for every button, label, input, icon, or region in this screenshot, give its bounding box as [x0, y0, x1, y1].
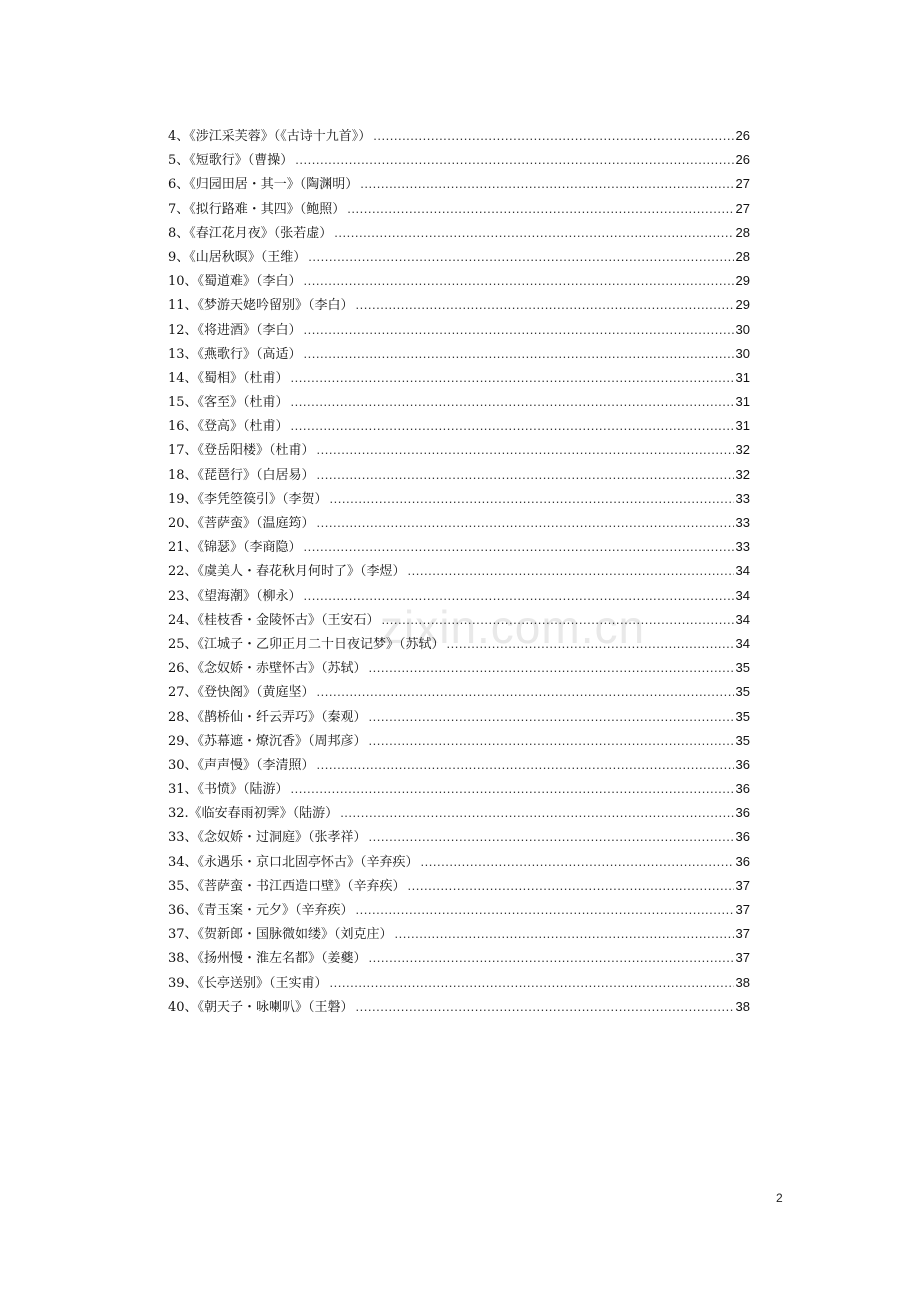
- toc-entry-title: 25、《江城子・乙卯正月二十日夜记梦》（苏轼）: [168, 636, 445, 652]
- toc-entry-page: 28: [735, 248, 750, 264]
- toc-entry-title: 12、《将进酒》（李白）: [168, 322, 302, 338]
- toc-entry[interactable]: [168, 584, 750, 608]
- dot-leader: [291, 414, 734, 438]
- toc-entry-title: 28、《鹊桥仙・纤云弄巧》（秦观）: [168, 709, 367, 725]
- dot-leader: [291, 777, 734, 801]
- toc-entry-page: 30: [735, 321, 750, 337]
- toc-entry-title: 16、《登高》（杜甫）: [168, 419, 289, 435]
- dot-leader: [382, 608, 734, 632]
- toc-entry[interactable]: [168, 898, 750, 922]
- toc-entry[interactable]: [168, 390, 750, 414]
- toc-entry[interactable]: [168, 318, 750, 342]
- toc-entry[interactable]: [168, 487, 750, 511]
- toc-entry-title: 31、《书愤》（陆游）: [168, 782, 289, 798]
- toc-entry-title: 4、《涉江采芙蓉》（《古诗十九首》）: [168, 129, 372, 144]
- toc-entry-page: 35: [735, 660, 750, 676]
- dot-leader: [304, 342, 734, 366]
- toc-entry-title: 38、《扬州慢・淮左名都》（姜夔）: [168, 951, 367, 967]
- toc-entry-title: 5、《短歌行》（曹操）: [168, 153, 294, 169]
- dot-leader: [369, 656, 734, 680]
- toc-entry-page: 34: [735, 587, 750, 603]
- toc-entry-page: 29: [735, 273, 750, 289]
- toc-entry-page: 38: [735, 974, 750, 990]
- toc-entry-page: 35: [735, 684, 750, 700]
- toc-entry-page: 33: [735, 539, 750, 555]
- dot-leader: [291, 390, 734, 414]
- toc-entry[interactable]: [168, 995, 750, 1019]
- dot-leader: [369, 946, 734, 970]
- dot-leader: [330, 971, 734, 995]
- dot-leader: [373, 124, 733, 148]
- dot-leader: [356, 995, 734, 1019]
- toc-entry-page: 29: [735, 297, 750, 313]
- dot-leader: [330, 487, 734, 511]
- dot-leader: [317, 753, 734, 777]
- toc-entry-title: 15、《客至》（杜甫）: [168, 395, 289, 411]
- dot-leader: [308, 245, 733, 269]
- toc-entry-page: 31: [735, 418, 750, 434]
- toc-entry-page: 37: [735, 877, 750, 893]
- toc-entry-title: 22、《虞美人・春花秋月何时了》（李煜）: [168, 564, 406, 580]
- toc-entry[interactable]: [168, 801, 750, 825]
- toc-entry-page: 37: [735, 926, 750, 942]
- toc-entry[interactable]: [168, 632, 750, 656]
- toc-entry-title: 24、《桂枝香・金陵怀古》（王安石）: [168, 612, 380, 628]
- toc-entry-page: 32: [735, 466, 750, 482]
- toc-entry[interactable]: [168, 414, 750, 438]
- dot-leader: [304, 269, 734, 293]
- toc-entry[interactable]: [168, 753, 750, 777]
- dot-leader: [408, 874, 734, 898]
- toc-entry-page: 31: [735, 369, 750, 385]
- toc-entry-title: 33、《念奴娇・过洞庭》（张孝祥）: [168, 830, 367, 846]
- toc-entry[interactable]: [168, 850, 750, 874]
- toc-entry-page: 33: [735, 490, 750, 506]
- dot-leader: [317, 463, 734, 487]
- toc-entry-title: 36、《青玉案・元夕》（辛弃疾）: [168, 903, 354, 918]
- toc-entry-title: 37、《贺新郎・国脉微如缕》（刘克庄）: [168, 927, 393, 943]
- toc-entry[interactable]: [168, 269, 750, 293]
- toc-entry[interactable]: [168, 971, 750, 995]
- toc-entry-title: 17、《登岳阳楼》（杜甫）: [168, 443, 315, 459]
- dot-leader: [304, 318, 734, 342]
- toc-entry-page: 28: [735, 224, 750, 240]
- toc-entry[interactable]: [168, 438, 750, 462]
- toc-entry[interactable]: [168, 366, 750, 390]
- toc-entry-page: 32: [735, 442, 750, 458]
- dot-leader: [356, 898, 734, 922]
- toc-entry[interactable]: [168, 874, 750, 898]
- toc-entry-title: 14、《蜀相》（杜甫）: [168, 370, 289, 386]
- toc-entry[interactable]: [168, 656, 750, 680]
- toc-entry[interactable]: [168, 197, 750, 221]
- toc-entry[interactable]: [168, 705, 750, 729]
- toc-entry-page: 27: [735, 176, 750, 192]
- toc-entry-title: 10、《蜀道难》（李白）: [168, 274, 302, 290]
- toc-entry[interactable]: [168, 777, 750, 801]
- toc-entry-page: 26: [735, 128, 750, 143]
- toc-entry-title: 30、《声声慢》（李清照）: [168, 757, 315, 773]
- toc-entry[interactable]: [168, 293, 750, 317]
- dot-leader: [408, 559, 734, 583]
- toc-entry[interactable]: [168, 342, 750, 366]
- toc-entry-title: 20、《菩萨蛮》（温庭筠）: [168, 516, 315, 531]
- toc-entry-page: 34: [735, 635, 750, 651]
- dot-leader: [295, 148, 733, 172]
- page-number: 2: [776, 1191, 783, 1205]
- toc-entry-title: 6、《归园田居・其一》（陶渊明）: [168, 177, 359, 193]
- toc-entry-title: 7、《拟行路难・其四》（鲍照）: [168, 201, 346, 217]
- dot-leader: [421, 850, 734, 874]
- toc-entry[interactable]: [168, 124, 750, 148]
- toc-entry-page: 36: [735, 805, 750, 821]
- toc-entry[interactable]: [168, 148, 750, 172]
- toc-entry-page: 36: [735, 853, 750, 869]
- toc-entry-page: 27: [735, 200, 750, 216]
- toc-entry[interactable]: [168, 680, 750, 704]
- toc-entry[interactable]: [168, 172, 750, 196]
- dot-leader: [356, 293, 734, 317]
- toc-entry-page: 36: [735, 829, 750, 845]
- toc-entry-page: 35: [735, 708, 750, 724]
- toc-entry-page: 31: [735, 394, 750, 410]
- toc-entry-page: 38: [735, 998, 750, 1014]
- toc-entry-title: 34、《永遇乐・京口北固亭怀古》（辛弃疾）: [168, 854, 419, 870]
- dot-leader: [317, 511, 734, 535]
- dot-leader: [369, 825, 734, 849]
- dot-leader: [340, 801, 733, 825]
- toc-entry[interactable]: [168, 825, 750, 849]
- dot-leader: [304, 584, 734, 608]
- dot-leader: [317, 438, 734, 462]
- toc-entry[interactable]: [168, 221, 750, 245]
- dot-leader: [369, 705, 734, 729]
- toc-entry[interactable]: [168, 245, 750, 269]
- toc-entry[interactable]: [168, 535, 750, 559]
- toc-entry-page: 35: [735, 732, 750, 748]
- toc-entry-title: 35、《菩萨蛮・书江西造口壁》（辛弃疾）: [168, 878, 406, 894]
- toc-entry-title: 18、《琵琶行》（白居易）: [168, 467, 315, 483]
- toc-entry[interactable]: [168, 922, 750, 946]
- toc-entry-title: 23、《望海潮》（柳永）: [168, 588, 302, 604]
- toc-entry-page: 33: [735, 515, 750, 530]
- toc-entry-title: 26、《念奴娇・赤壁怀古》（苏轼）: [168, 661, 367, 677]
- toc-entry[interactable]: [168, 946, 750, 970]
- toc-entry-page: 34: [735, 611, 750, 627]
- dot-leader: [360, 172, 733, 196]
- dot-leader: [395, 922, 734, 946]
- toc-entry-title: 39、《长亭送别》（王实甫）: [168, 975, 328, 991]
- toc-entry[interactable]: [168, 608, 750, 632]
- toc-entry-title: 21、《锦瑟》（李商隐）: [168, 540, 302, 556]
- toc-entry-title: 13、《燕歌行》（高适）: [168, 346, 302, 362]
- toc-entry-title: 19、《李凭箜篌引》（李贺）: [168, 491, 328, 507]
- toc-entry[interactable]: [168, 729, 750, 753]
- toc-entry-title: 40、《朝天子・咏喇叭》（王磐）: [168, 999, 354, 1015]
- dot-leader: [334, 221, 733, 245]
- watermark: zixin.com.cn: [380, 601, 646, 653]
- toc-entry-page: 26: [735, 152, 750, 168]
- dot-leader: [447, 632, 734, 656]
- dot-leader: [317, 680, 734, 704]
- toc-entry-page: 34: [735, 563, 750, 579]
- toc-entry-title: 32.《临安春雨初霁》（陆游）: [168, 806, 339, 822]
- toc-entry-page: 37: [735, 902, 750, 917]
- toc-entry-page: 30: [735, 345, 750, 361]
- toc-entry-title: 11、《梦游天姥吟留别》（李白）: [168, 298, 354, 314]
- toc-entry-title: 27、《登快阁》（黄庭坚）: [168, 685, 315, 701]
- dot-leader: [291, 366, 734, 390]
- toc-entry-page: 37: [735, 950, 750, 966]
- toc-entry-title: 8、《春江花月夜》（张若虚）: [168, 225, 333, 241]
- toc-entry[interactable]: [168, 559, 750, 583]
- dot-leader: [369, 729, 734, 753]
- toc-entry-page: 36: [735, 781, 750, 797]
- dot-leader: [304, 535, 734, 559]
- dot-leader: [347, 197, 733, 221]
- toc-entry[interactable]: [168, 511, 750, 535]
- table-of-contents: [168, 124, 750, 1019]
- toc-entry-title: 29、《苏幕遮・燎沉香》（周邦彦）: [168, 733, 367, 749]
- toc-entry-page: 36: [735, 756, 750, 772]
- toc-entry[interactable]: [168, 463, 750, 487]
- toc-entry-title: 9、《山居秋暝》（王维）: [168, 249, 307, 265]
